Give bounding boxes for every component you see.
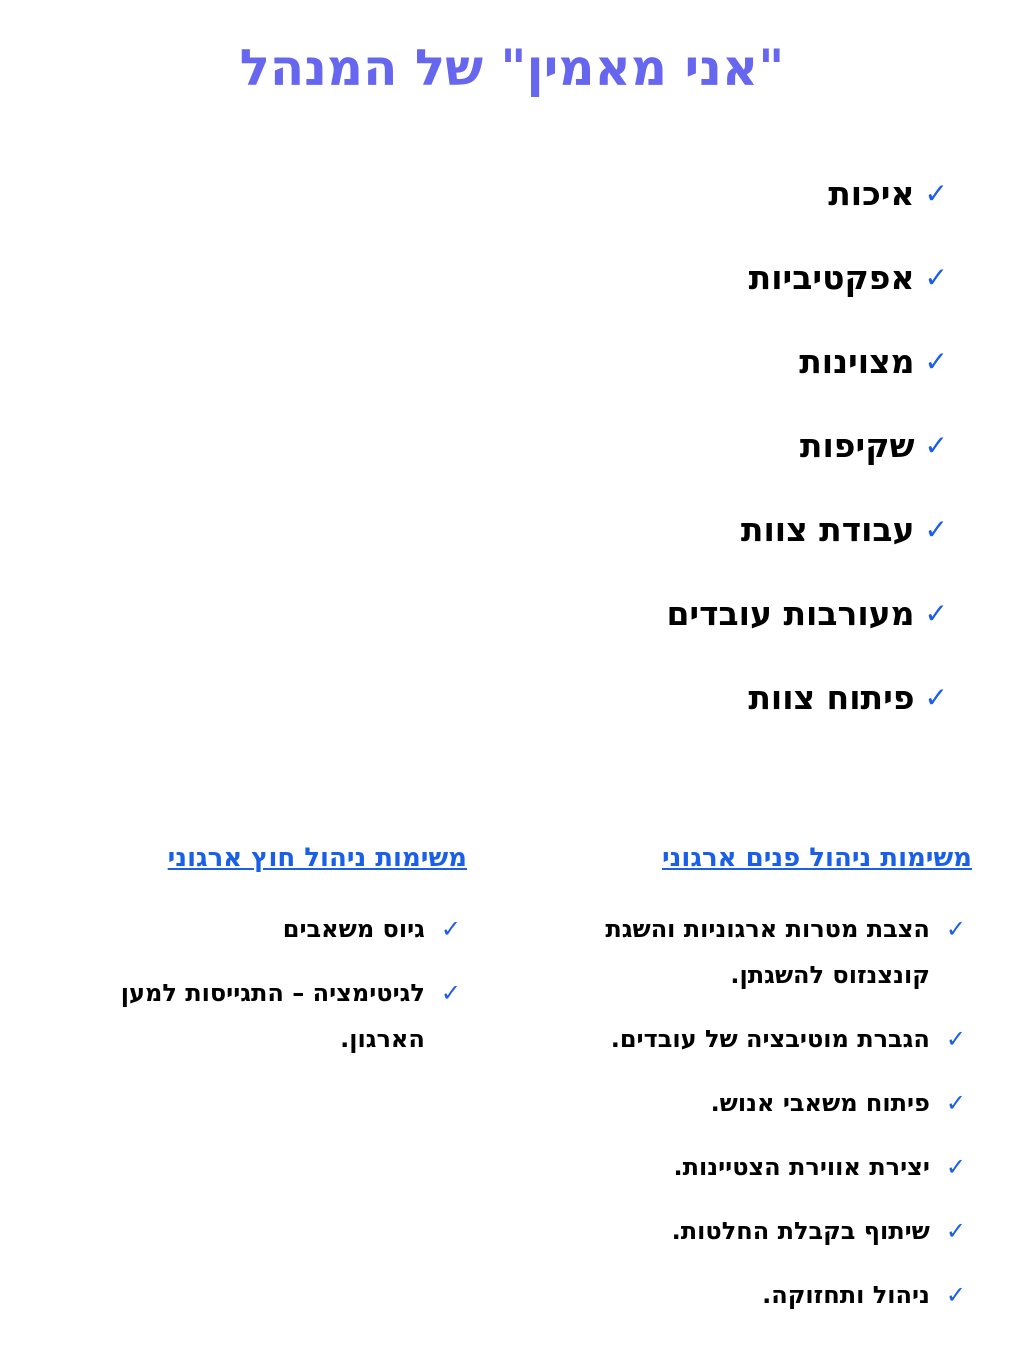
check-icon: ✓ <box>924 177 948 210</box>
value-item <box>448 250 948 334</box>
task-text: ניהול ותחזוקה. <box>762 1281 930 1309</box>
task-text: הצבת מטרות ארגוניות והשגת קונצנזוס להשגתן. <box>605 915 930 989</box>
list-item <box>47 970 467 1062</box>
value-item <box>448 670 948 754</box>
internal-tasks-heading[interactable]: משימות ניהול פנים ארגוני <box>662 843 972 873</box>
value-item <box>448 334 948 418</box>
check-icon: ✓ <box>945 1153 966 1181</box>
check-icon: ✓ <box>945 1281 966 1309</box>
internal-tasks-section <box>532 836 972 1336</box>
list-item <box>532 1016 972 1062</box>
value-label: איכות <box>828 174 915 213</box>
check-icon: ✓ <box>924 681 948 714</box>
value-label: מצוינות <box>799 342 915 381</box>
list-item <box>532 1080 972 1126</box>
check-icon: ✓ <box>945 1089 966 1117</box>
task-text: לגיטימציה – התגייסות למען הארגון. <box>120 979 425 1053</box>
task-text: שיתוף בקבלת החלטות. <box>671 1217 930 1245</box>
check-icon: ✓ <box>924 345 948 378</box>
value-label: שקיפות <box>799 426 915 465</box>
value-item <box>448 166 948 250</box>
value-label: עבודת צוות <box>740 510 915 549</box>
list-item <box>532 906 972 998</box>
task-text: הגברת מוטיבציה של עובדים. <box>610 1025 930 1053</box>
check-icon: ✓ <box>924 513 948 546</box>
external-tasks-heading[interactable]: משימות ניהול חוץ ארגוני <box>167 843 467 873</box>
check-icon: ✓ <box>945 1217 966 1245</box>
check-icon: ✓ <box>924 429 948 462</box>
task-text: יצירת אווירת הצטיינות. <box>673 1153 930 1181</box>
page-title: "אני מאמין" של המנהל <box>239 39 785 97</box>
check-icon: ✓ <box>924 261 948 294</box>
check-icon: ✓ <box>945 1025 966 1053</box>
value-label: מעורבות עובדים <box>666 594 915 633</box>
task-text: פיתוח משאבי אנוש. <box>710 1089 930 1117</box>
list-item <box>532 1208 972 1254</box>
internal-tasks-list <box>532 906 972 1318</box>
value-item <box>448 502 948 586</box>
list-item <box>47 906 467 952</box>
value-label: אפקטיביות <box>748 258 915 297</box>
value-item <box>448 418 948 502</box>
check-icon: ✓ <box>440 979 461 1007</box>
list-item <box>532 1272 972 1318</box>
values-list <box>448 166 948 754</box>
list-item <box>532 1144 972 1190</box>
value-label: פיתוח צוות <box>748 678 915 717</box>
check-icon: ✓ <box>945 915 966 943</box>
value-item <box>448 586 948 670</box>
check-icon: ✓ <box>440 915 461 943</box>
task-text: גיוס משאבים <box>282 915 425 943</box>
check-icon: ✓ <box>924 597 948 630</box>
external-tasks-list <box>47 906 467 1062</box>
external-tasks-section <box>47 836 467 1080</box>
